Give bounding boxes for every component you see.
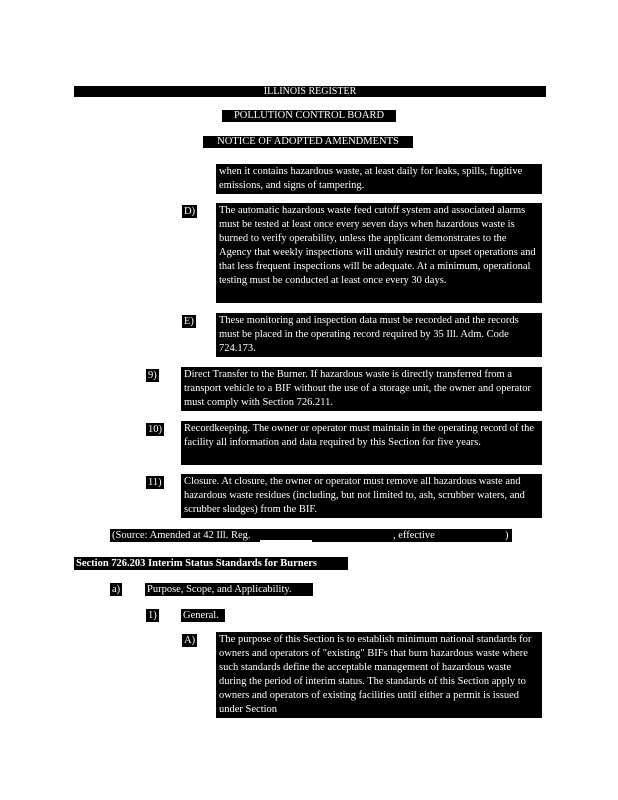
redacted-gap-1 (260, 540, 312, 543)
source-note-text-c: ) (505, 530, 509, 541)
item-e-paragraph: These monitoring and inspection data must be recorded and the records must be placed in the operating record required by 35 Ill. Adm. Code 724.173. (216, 313, 542, 357)
item-9-paragraph: Direct Transfer to the Burner. If hazardous waste is directly transferred from a transport vehicle to a BIF without the use of a storage unit, the owner and operator must comply with Section 726.211. (181, 367, 542, 411)
source-note-text-a: (Source: Amended at 42 Ill. Reg. (112, 530, 251, 541)
item-10-paragraph: Recordkeeping. The owner or operator must maintain in the operating record of the facility all information and data required by this Section for five years. (181, 421, 542, 465)
item-aa-label: A) (184, 635, 196, 646)
item-10-label: 10) (148, 424, 162, 435)
register-header-bar (74, 86, 546, 97)
board-title: POLLUTION CONTROL BOARD (222, 110, 396, 122)
item-a-heading: Purpose, Scope, and Applicability. (145, 583, 313, 596)
item-9-label: 9) (148, 370, 157, 381)
item-d-paragraph: The automatic hazardous waste feed cutoff system and associated alarms must be tested at least once every seven days when hazardous waste is burned to verify operability, unless the applicant demonstrates to the Agency that weekly inspections will unduly restrict or upset operations and that less frequent inspections will be adequate. At a minimum, operational testing must be conducted at least once every 30 days. (216, 203, 542, 303)
item-11-label: 11) (148, 477, 162, 488)
item-aa-paragraph: The purpose of this Section is to establish minimum national standards for owners and operators of "existing" BIFs that burn hazardous waste where such standards define the acceptable management of hazardous waste during the period of interim status. The standards of this Section apply to owners and operators of existing facilities until either a permit is issued under Section (216, 632, 542, 718)
item-d-label: D) (184, 206, 196, 217)
continuation-paragraph: when it contains hazardous waste, at least daily for leaks, spills, fugitive emissions, and signs of tampering. (216, 164, 542, 194)
register-title: ILLINOIS REGISTER (263, 86, 357, 97)
item-11-paragraph: Closure. At closure, the owner or operator must remove all hazardous waste and hazardous waste residues (including, but not limited to, ash, scrubber waters, and scrubber sludges) from the BIF. (181, 474, 542, 518)
item-e-label: E) (184, 316, 194, 327)
source-note-text-b: , effective (393, 530, 435, 541)
item-a-label: a) (112, 584, 121, 595)
item-1-label: 1) (148, 610, 157, 621)
notice-title: NOTICE OF ADOPTED AMENDMENTS (203, 136, 413, 148)
item-1-heading: General. (181, 609, 225, 622)
section-title: Section 726.203 Interim Status Standards for Burners (74, 557, 348, 570)
